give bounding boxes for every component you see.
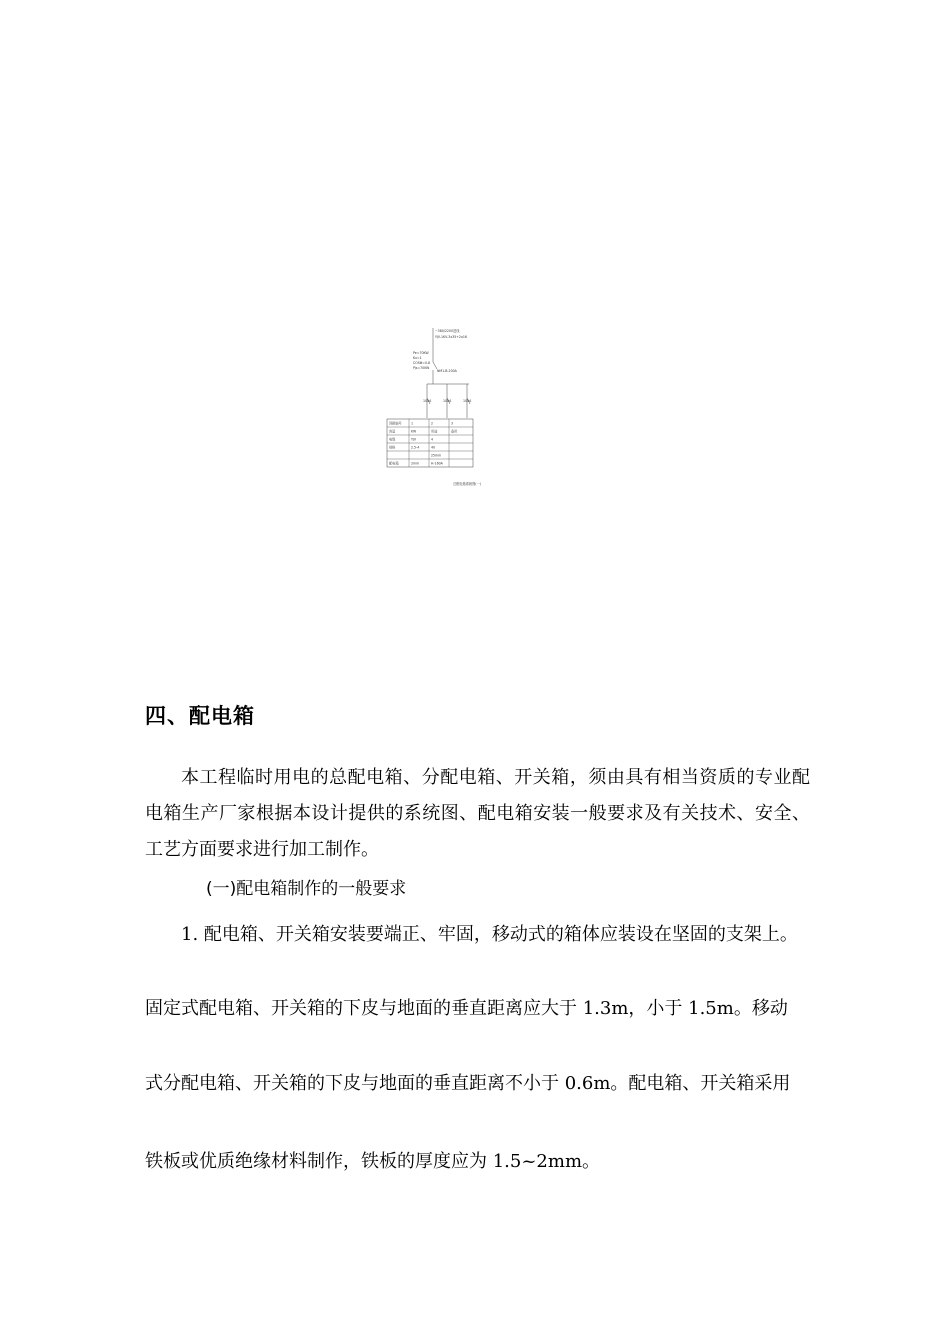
diagram-cable-label: YJV-1KV-3x35+2x16 (435, 335, 467, 339)
diagram-pe-label: Pe=70KW (413, 351, 429, 355)
diagram-table-cell: 规格 (389, 445, 396, 450)
diagram-table-cell: 备用 (451, 429, 458, 434)
requirement-line-4: 铁板或优质绝缘材料制作，铁板的厚度应为 1.5~2mm。 (145, 1151, 601, 1172)
diagram-out3-label: 100A (463, 399, 472, 403)
diagram-table-cell: 用途 (431, 429, 438, 434)
diagram-out2-label: 100A (443, 399, 452, 403)
diagram-table-cell: 1 (411, 421, 414, 426)
section-heading: 四、配电箱 (145, 704, 255, 728)
requirement-line-2: 固定式配电箱、开关箱的下皮与地面的垂直距离应大于 1.3m，小于 1.5m。移动 (145, 998, 788, 1019)
diagram-table-cell: KW (411, 429, 417, 434)
diagram-table-cell: 2mm (411, 461, 420, 466)
diagram-table-cell: YJV (411, 437, 417, 442)
diagram-table-cell: 40 (431, 445, 436, 450)
diagram-out1-label: 100A (423, 399, 432, 403)
intro-paragraph: 本工程临时用电的总配电箱、分配电箱、开关箱，须由具有相当资质的专业配电箱生产厂家根据本设计提供的系统图、配电箱安装一般要求及有关技术、安全、工艺方面要求进行加工制作。 (145, 767, 810, 860)
diagram-table-cell: 4 (431, 437, 434, 442)
subsection-heading: (一)配电箱制作的一般要求 (206, 879, 407, 899)
diagram-cos-label: COSΦ=0.8 (413, 361, 431, 365)
diagram-table-cell: 电缆 (389, 437, 396, 442)
diagram-table-cell: 25mm (431, 453, 442, 458)
requirement-line-1: 1. 配电箱、开关箱安装要端正、牢固，移动式的箱体应装设在坚固的支架上。 (181, 924, 798, 945)
distribution-box-system-diagram (385, 322, 495, 492)
diagram-table-cell: 配电箱 (389, 461, 399, 466)
diagram-table-cell: 2 (431, 421, 434, 426)
diagram-kx-label: Kx=1 (413, 356, 422, 360)
diagram-table-cell: 3 (451, 421, 454, 426)
diagram-table-cell: 回路编号 (389, 421, 402, 426)
requirement-line-3: 式分配电箱、开关箱的下皮与地面的垂直距离不小于 0.6m。配电箱、开关箱采用 (145, 1073, 791, 1094)
diagram-table-cell: 2.5-4 (411, 445, 420, 450)
diagram-breaker-label: NM1-B-200A (437, 369, 457, 373)
diagram-table-cell: 容量 (389, 429, 396, 434)
diagram-table-cell: H-160A (431, 461, 443, 466)
diagram-caption: 总配电箱系统图(一) (453, 482, 481, 486)
diagram-source-label: ~380/220V进线 (435, 329, 460, 333)
diagram-pjs-label: Pjs=70KW (413, 366, 430, 370)
wiring-diagram-svg (385, 322, 495, 492)
